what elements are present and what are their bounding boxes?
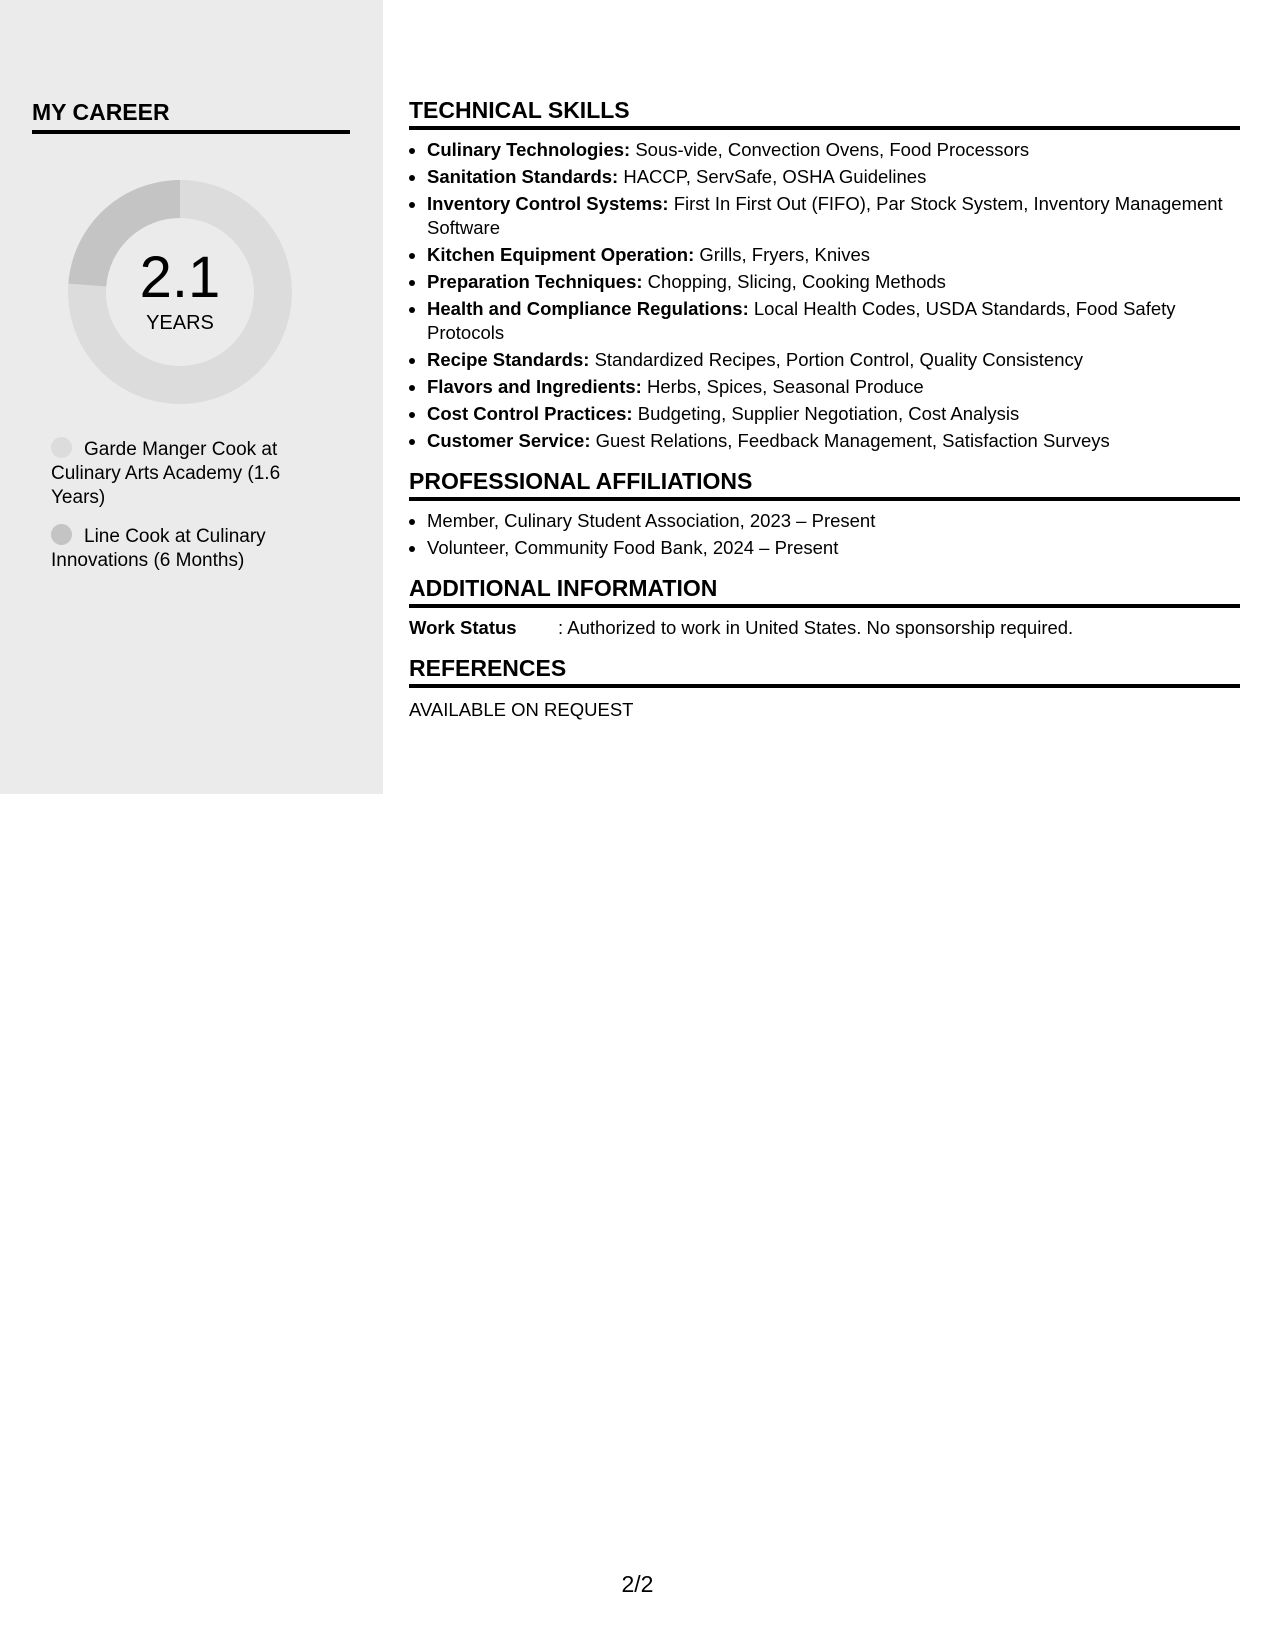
skill-label: Health and Compliance Regulations:: [427, 298, 749, 319]
skill-label: Culinary Technologies:: [427, 139, 631, 160]
work-status-value: : Authorized to work in United States. No sponsorship required.: [558, 617, 1074, 638]
career-donut-chart: [64, 176, 296, 408]
legend-item-garde-manger: [51, 437, 306, 510]
skill-text: Guest Relations, Feedback Management, Satisfaction Surveys: [590, 430, 1110, 451]
resume-main: [409, 96, 1240, 736]
skill-label: Customer Service:: [427, 430, 591, 451]
career-heading: MY CAREER: [32, 98, 350, 134]
legend-dot-icon: [51, 524, 72, 545]
affiliation-item: • Volunteer, Community Food Bank, 2024 – Present: [427, 536, 1240, 560]
page-number: 2/2: [621, 1571, 654, 1597]
affiliations-list: [409, 509, 1240, 560]
skill-item: [427, 402, 1240, 426]
legend-label: Garde Manger Cook at Culinary Arts Academy (1.6 Years): [51, 439, 281, 508]
technical-skills-list: [409, 138, 1240, 453]
additional-info-title: ADDITIONAL INFORMATION: [409, 574, 1240, 608]
additional-info-section: [409, 574, 1240, 640]
legend-label: Line Cook at Culinary Innovations (6 Months): [51, 526, 266, 571]
affiliations-section: [409, 467, 1240, 560]
skill-item: [427, 270, 1240, 294]
skill-text: Sous-vide, Convection Ovens, Food Processors: [630, 139, 1030, 160]
skill-text: Chopping, Slicing, Cooking Methods: [642, 271, 946, 292]
skill-label: Inventory Control Systems:: [427, 193, 669, 214]
skill-item: [427, 297, 1240, 345]
legend-dot-icon: [51, 437, 72, 458]
skill-label: Preparation Techniques:: [427, 271, 643, 292]
work-status-label: Work Status: [409, 617, 517, 638]
skill-item: [427, 429, 1240, 453]
skill-text: Local Health Codes, USDA Standards, Food Safety Protocols: [427, 298, 1176, 343]
skill-label: Sanitation Standards:: [427, 166, 619, 187]
skill-label: Flavors and Ingredients:: [427, 376, 642, 397]
work-status-row: [409, 616, 1240, 640]
skill-text: First In First Out (FIFO), Par Stock System, Inventory Management Software: [427, 193, 1223, 238]
career-legend: [51, 437, 306, 587]
skill-label: Recipe Standards:: [427, 349, 590, 370]
technical-skills-section: [409, 96, 1240, 453]
skill-item: [427, 243, 1240, 267]
skill-item: [427, 138, 1240, 162]
technical-skills-title: TECHNICAL SKILLS: [409, 96, 1240, 130]
skill-text: Standardized Recipes, Portion Control, Quality Consistency: [589, 349, 1084, 370]
references-title: REFERENCES: [409, 654, 1240, 688]
skill-text: Budgeting, Supplier Negotiation, Cost Analysis: [632, 403, 1020, 424]
skill-item: [427, 375, 1240, 399]
total-years-unit: YEARS: [146, 312, 214, 334]
affiliation-item: • Member, Culinary Student Association, 2023 – Present: [427, 509, 1240, 533]
references-text: AVAILABLE ON REQUEST: [409, 699, 634, 720]
legend-item-line-cook: [51, 524, 306, 573]
skill-text: Grills, Fryers, Knives: [694, 244, 871, 265]
skill-text: HACCP, ServSafe, OSHA Guidelines: [618, 166, 927, 187]
skill-item: [427, 165, 1240, 189]
affiliations-title: PROFESSIONAL AFFILIATIONS: [409, 467, 1240, 501]
skill-item: [427, 348, 1240, 372]
skill-item: [427, 192, 1240, 240]
career-sidebar: [0, 0, 383, 794]
skill-text: Herbs, Spices, Seasonal Produce: [641, 376, 924, 397]
references-section: [409, 654, 1240, 722]
total-years-value: 2.1: [139, 245, 221, 310]
skill-label: Kitchen Equipment Operation:: [427, 244, 695, 265]
skill-label: Cost Control Practices:: [427, 403, 633, 424]
